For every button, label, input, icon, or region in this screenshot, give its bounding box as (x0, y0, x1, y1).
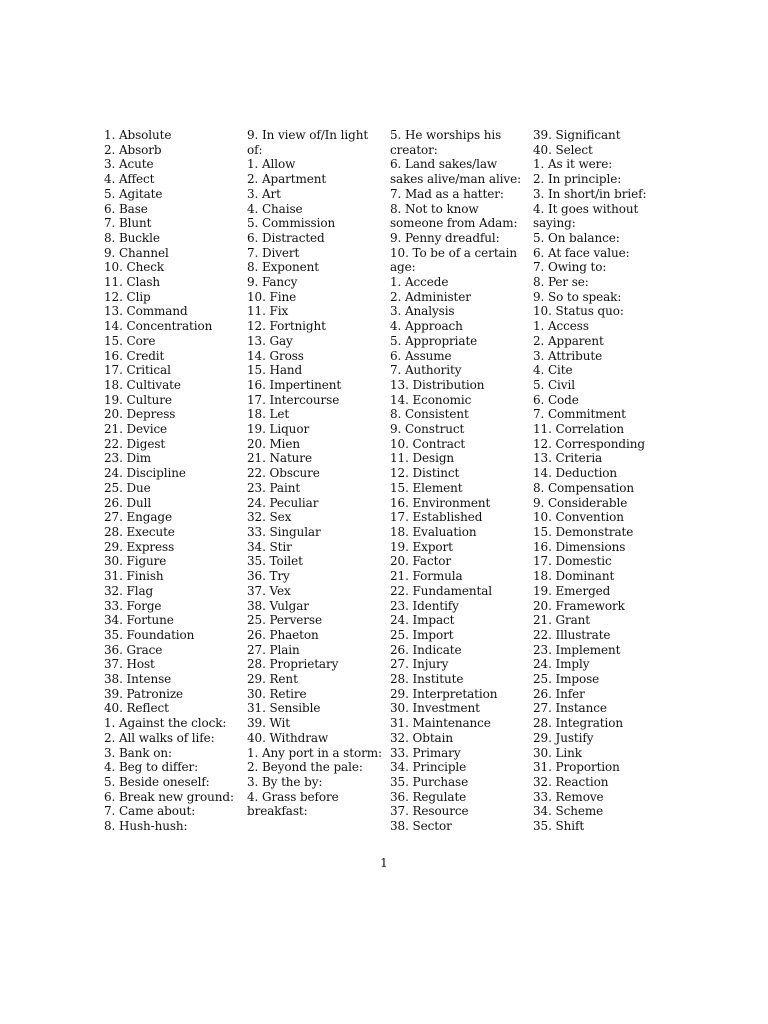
list-item: 8. Buckle (104, 230, 160, 245)
list-item: 4. Grass before breakfast: (247, 789, 339, 819)
word-list-columns (0, 128, 768, 848)
list-item: 36. Try (247, 569, 290, 584)
list-item: 3. In short/in brief: (533, 186, 647, 201)
list-item: 1. Any port in a storm: (247, 745, 382, 760)
list-item: 22. Illustrate (533, 627, 611, 642)
list-item: 17. Critical (104, 363, 171, 378)
list-item: 33. Singular (247, 524, 321, 539)
list-item: 18. Evaluation (390, 524, 477, 539)
list-item: 9. Construct (390, 422, 465, 437)
list-item: 5. On balance: (533, 230, 620, 245)
list-item: 9. Considerable (533, 495, 628, 510)
list-item: 30. Retire (247, 686, 307, 701)
list-item: 14. Deduction (533, 466, 618, 481)
list-item: 34. Scheme (533, 804, 604, 819)
list-item: 24. Impact (390, 613, 455, 628)
list-item: 17. Intercourse (247, 392, 340, 407)
list-item: 22. Digest (104, 436, 166, 451)
list-item: 34. Fortune (104, 613, 174, 628)
list-item: 2. Administer (390, 289, 471, 304)
list-item: 6. Land sakes/law sakes alive/man alive: (390, 157, 522, 187)
list-item: 29. Rent (247, 672, 298, 687)
list-item: 7. Blunt (104, 216, 152, 231)
list-item: 24. Discipline (104, 466, 186, 481)
list-item: 15. Demonstrate (533, 524, 634, 539)
list-item: 4. Chaise (247, 201, 303, 216)
list-item: 6. Distracted (247, 230, 325, 245)
list-item: 34. Principle (390, 760, 467, 775)
list-item: 8. Per se: (533, 275, 589, 290)
list-item: 24. Peculiar (247, 495, 319, 510)
list-item: 2. Apparent (533, 333, 604, 348)
list-item: 30. Investment (390, 701, 480, 716)
list-item: 26. Dull (104, 495, 152, 510)
list-item: 33. Remove (533, 789, 604, 804)
list-item: 29. Justify (533, 730, 594, 745)
list-item: 30. Link (533, 745, 582, 760)
list-item: 33. Forge (104, 598, 162, 613)
list-item: 1. Absolute (104, 128, 172, 142)
list-item: 11. Correlation (533, 422, 624, 437)
list-item: 18. Let (247, 407, 290, 422)
list-item: 37. Vex (247, 583, 291, 598)
list-item: 12. Corresponding (533, 436, 645, 451)
list-item: 20. Depress (104, 407, 176, 422)
list-item: 40. Select (533, 142, 593, 157)
page-number: 1 (380, 856, 388, 870)
list-item: 8. Hush-hush: (104, 819, 188, 834)
list-item: 12. Clip (104, 289, 151, 304)
list-item: 8. Exponent (247, 260, 319, 275)
list-item: 35. Foundation (104, 627, 195, 642)
list-item: 4. It goes without saying: (533, 201, 639, 231)
list-item: 2. All walks of life: (104, 730, 215, 745)
list-item: 39. Significant (533, 128, 621, 142)
list-item: 9. So to speak: (533, 289, 622, 304)
list-item: 21. Nature (247, 451, 312, 466)
list-item: 39. Wit (247, 716, 290, 731)
list-item: 33. Primary (390, 745, 461, 760)
list-item: 38. Intense (104, 672, 172, 687)
list-item: 32. Sex (247, 510, 292, 525)
list-item: 7. Divert (247, 245, 300, 260)
list-item: 5. Appropriate (390, 333, 478, 348)
list-item: 5. Beside oneself: (104, 774, 210, 789)
list-item: 35. Toilet (247, 554, 303, 569)
list-item: 31. Proportion (533, 760, 620, 775)
list-item: 6. Base (104, 201, 148, 216)
list-item: 18. Dominant (533, 569, 615, 584)
list-item: 11. Fix (247, 304, 289, 319)
list-item: 10. Convention (533, 510, 624, 525)
list-item: 10. Contract (390, 436, 466, 451)
list-item: 32. Obtain (390, 730, 453, 745)
list-item: 17. Domestic (533, 554, 612, 569)
list-item: 6. Assume (390, 348, 452, 363)
list-item: 7. Authority (390, 363, 462, 378)
list-item: 5. Civil (533, 377, 575, 392)
list-item: 22. Obscure (247, 466, 320, 481)
list-item: 37. Resource (390, 804, 469, 819)
list-item: 4. Cite (533, 363, 573, 378)
list-item: 4. Approach (390, 319, 463, 334)
list-item: 10. To be of a certain age: (390, 245, 517, 275)
list-item: 17. Established (390, 510, 483, 525)
list-item: 1. As it were: (533, 157, 613, 172)
list-item: 15. Element (390, 480, 463, 495)
list-item: 28. Institute (390, 672, 464, 687)
list-item: 4. Beg to differ: (104, 760, 199, 775)
list-item: 14. Economic (390, 392, 472, 407)
list-item: 36. Grace (104, 642, 163, 657)
list-item: 26. Indicate (390, 642, 462, 657)
list-item: 7. Came about: (104, 804, 196, 819)
list-item: 16. Dimensions (533, 539, 626, 554)
list-item: 2. Absorb (104, 142, 162, 157)
list-item: 8. Not to know someone from Adam: (390, 201, 518, 231)
list-item: 7. Commitment (533, 407, 626, 422)
list-item: 9. In view of/In light of: (247, 128, 369, 157)
list-item: 16. Impertinent (247, 377, 342, 392)
list-item: 35. Purchase (390, 774, 469, 789)
list-item: 21. Formula (390, 569, 463, 584)
list-item: 5. Commission (247, 216, 336, 231)
list-item: 31. Sensible (247, 701, 321, 716)
list-item: 23. Paint (247, 480, 301, 495)
list-item: 40. Reflect (104, 701, 169, 716)
list-item: 12. Fortnight (247, 319, 326, 334)
list-item: 27. Instance (533, 701, 607, 716)
list-item: 38. Vulgar (247, 598, 309, 613)
list-item: 38. Sector (390, 819, 452, 834)
list-item: 16. Credit (104, 348, 165, 363)
list-item: 22. Fundamental (390, 583, 493, 598)
list-item: 7. Owing to: (533, 260, 607, 275)
list-item: 3. By the by: (247, 774, 323, 789)
list-item: 28. Proprietary (247, 657, 339, 672)
list-item: 28. Execute (104, 524, 175, 539)
list-item: 1. Allow (247, 157, 296, 172)
list-item: 19. Liquor (247, 422, 310, 437)
list-item: 26. Phaeton (247, 627, 319, 642)
list-item: 19. Export (390, 539, 453, 554)
list-item: 6. At face value: (533, 245, 630, 260)
list-item: 25. Due (104, 480, 151, 495)
list-item: 16. Environment (390, 495, 491, 510)
list-item: 23. Implement (533, 642, 621, 657)
list-item: 34. Stir (247, 539, 292, 554)
list-item: 8. Compensation (533, 480, 634, 495)
list-item: 1. Accede (390, 275, 449, 290)
list-item: 9. Channel (104, 245, 169, 260)
list-item: 9. Penny dreadful: (390, 230, 500, 245)
list-item: 13. Criteria (533, 451, 603, 466)
list-item: 3. Art (247, 186, 281, 201)
list-item: 21. Grant (533, 613, 591, 628)
list-item: 20. Mien (247, 436, 301, 451)
list-item: 27. Engage (104, 510, 173, 525)
list-item: 32. Flag (104, 583, 154, 598)
list-item: 23. Dim (104, 451, 152, 466)
list-item: 27. Injury (390, 657, 449, 672)
list-item: 14. Concentration (104, 319, 213, 334)
list-item: 11. Design (390, 451, 455, 466)
column-2 (247, 128, 383, 819)
list-item: 8. Consistent (390, 407, 469, 422)
list-item: 2. In principle: (533, 172, 622, 187)
list-item: 27. Plain (247, 642, 300, 657)
list-item: 11. Clash (104, 275, 161, 290)
list-item: 3. Bank on: (104, 745, 172, 760)
list-item: 9. Fancy (247, 275, 298, 290)
list-item: 13. Gay (247, 333, 293, 348)
list-item: 13. Command (104, 304, 188, 319)
list-item: 1. Access (533, 319, 589, 334)
list-item: 35. Shift (533, 819, 585, 834)
column-1 (104, 128, 240, 834)
list-item: 37. Host (104, 657, 155, 672)
list-item: 36. Regulate (390, 789, 467, 804)
list-item: 31. Finish (104, 569, 164, 584)
column-4 (533, 128, 669, 834)
list-item: 1. Against the clock: (104, 716, 227, 731)
list-item: 13. Distribution (390, 377, 485, 392)
list-item: 19. Emerged (533, 583, 611, 598)
list-item: 6. Break new ground: (104, 789, 234, 804)
list-item: 3. Acute (104, 157, 154, 172)
list-item: 3. Attribute (533, 348, 603, 363)
list-item: 2. Apartment (247, 172, 327, 187)
list-item: 4. Affect (104, 172, 155, 187)
list-item: 20. Factor (390, 554, 452, 569)
list-item: 2. Beyond the pale: (247, 760, 363, 775)
list-item: 25. Import (390, 627, 454, 642)
list-item: 3. Analysis (390, 304, 455, 319)
list-item: 21. Device (104, 422, 168, 437)
list-item: 10. Fine (247, 289, 297, 304)
list-item: 15. Hand (247, 363, 303, 378)
list-item: 30. Figure (104, 554, 167, 569)
list-item: 14. Gross (247, 348, 304, 363)
list-item: 12. Distinct (390, 466, 460, 481)
list-item: 20. Framework (533, 598, 625, 613)
column-3 (390, 128, 526, 834)
list-item: 7. Mad as a hatter: (390, 186, 504, 201)
list-item: 6. Code (533, 392, 579, 407)
list-item: 15. Core (104, 333, 156, 348)
list-item: 29. Interpretation (390, 686, 498, 701)
list-item: 39. Patronize (104, 686, 184, 701)
list-item: 23. Identify (390, 598, 459, 613)
list-item: 32. Reaction (533, 774, 609, 789)
list-item: 25. Impose (533, 672, 600, 687)
list-item: 24. Imply (533, 657, 590, 672)
list-item: 10. Status quo: (533, 304, 624, 319)
list-item: 28. Integration (533, 716, 623, 731)
list-item: 31. Maintenance (390, 716, 491, 731)
list-item: 29. Express (104, 539, 175, 554)
list-item: 10. Check (104, 260, 165, 275)
list-item: 19. Culture (104, 392, 172, 407)
list-item: 5. Agitate (104, 186, 163, 201)
list-item: 40. Withdraw (247, 730, 329, 745)
list-item: 26. Infer (533, 686, 585, 701)
list-item: 18. Cultivate (104, 377, 181, 392)
list-item: 5. He worships his creator: (390, 128, 502, 157)
list-item: 25. Perverse (247, 613, 322, 628)
